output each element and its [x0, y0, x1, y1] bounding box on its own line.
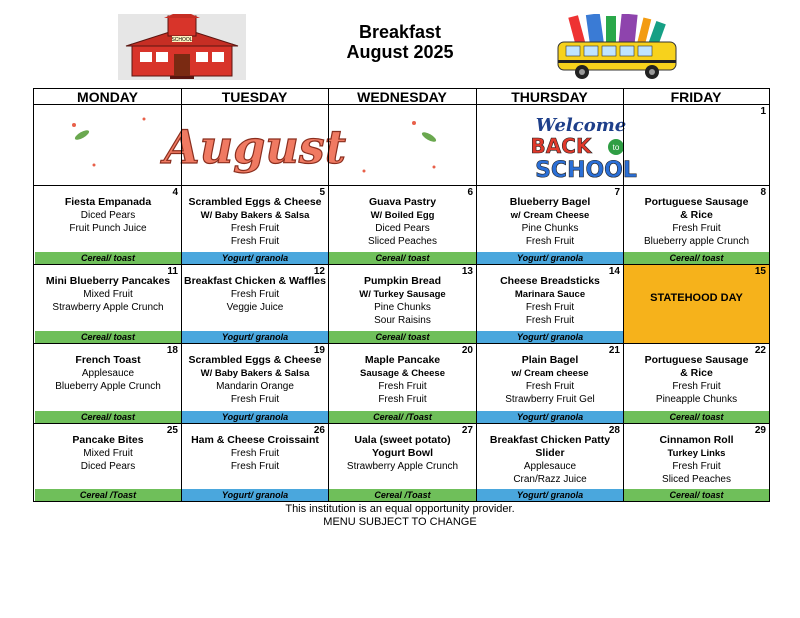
menu-side-item: Fruit Punch Juice: [69, 223, 147, 234]
menu-side-item: Fresh Fruit: [525, 381, 575, 392]
menu-side-item: Strawberry Apple Crunch: [52, 302, 164, 313]
menu-side-item: Strawberry Fruit Gel: [505, 394, 595, 405]
menu-side-item: Fresh Fruit: [672, 381, 721, 392]
menu-side-item: Fresh Fruit: [378, 394, 427, 405]
menu-main-item: Breakfast Chicken & Waffles: [184, 275, 326, 287]
title-month: August 2025: [346, 42, 454, 62]
day-number: 25: [166, 425, 178, 436]
menu-alternate-bar: Cereal/ toast: [329, 252, 476, 264]
menu-sub-item: w/ Cream cheese: [511, 368, 589, 379]
menu-day-cell: [624, 344, 769, 423]
menu-side-item: Pineapple Chunks: [655, 394, 738, 405]
menu-main-item: Plain Bagel: [521, 354, 579, 366]
menu-day-cell: [624, 424, 769, 501]
weekday-wednesday: WEDNESDAY: [357, 89, 447, 105]
menu-side-item: Fresh Fruit: [230, 461, 280, 472]
menu-day-cell: [35, 424, 181, 501]
menu-main-item: Maple Pancake: [364, 354, 441, 366]
day-number: 20: [461, 345, 473, 356]
holiday-label: STATEHOOD DAY: [650, 292, 743, 304]
menu-day-cell: [329, 265, 476, 343]
menu-alternate-bar: Cereal/ toast: [624, 252, 769, 264]
menu-side-item: Cran/Razz Juice: [513, 474, 587, 485]
day-number-1: 1: [760, 106, 766, 117]
menu-alternate-bar: Cereal/ toast: [35, 331, 181, 343]
menu-side-item: Diced Pears: [375, 223, 430, 234]
menu-side-item: Applesauce: [523, 461, 577, 472]
menu-main-item: Uala (sweet potato): [354, 434, 451, 446]
menu-day-cell: [477, 265, 623, 343]
menu-main-item: & Rice: [680, 209, 713, 221]
menu-alternate-bar: Cereal/ toast: [624, 489, 769, 501]
menu-alternate-bar: Yogurt/ granola: [477, 489, 623, 501]
menu-day-cell: [477, 424, 623, 501]
menu-sub-item: w/ Cream Cheese: [510, 210, 590, 221]
menu-main-item: Breakfast Chicken Patty: [489, 434, 611, 446]
menu-side-item: Mixed Fruit: [83, 289, 133, 300]
school-text: SCHOOL: [535, 158, 637, 183]
menu-main-item: French Toast: [75, 354, 141, 366]
menu-sub-item: W/ Baby Bakers & Salsa: [200, 210, 310, 221]
menu-side-item: Fresh Fruit: [230, 289, 280, 300]
menu-change-notice: MENU SUBJECT TO CHANGE: [323, 516, 477, 528]
menu-main-item: Guava Pastry: [368, 196, 437, 208]
day-number: 14: [608, 266, 620, 277]
menu-sub-item: Turkey Links: [667, 448, 726, 459]
menu-side-item: Fresh Fruit: [672, 223, 721, 234]
menu-day-cell: [329, 344, 476, 423]
menu-alternate-bar: Cereal /Toast: [35, 489, 181, 501]
menu-side-item: Fresh Fruit: [230, 223, 280, 234]
menu-main-item: Cinnamon Roll: [659, 434, 734, 446]
menu-sub-item: W/ Baby Bakers & Salsa: [200, 368, 310, 379]
menu-main-item: Scrambled Eggs & Cheese: [188, 354, 322, 366]
menu-main-item: Yogurt Bowl: [371, 447, 434, 459]
august-banner: [34, 105, 476, 185]
day-number: 13: [461, 266, 473, 277]
menu-sub-item: W/ Turkey Sausage: [359, 289, 446, 300]
menu-side-item: Fresh Fruit: [230, 236, 280, 247]
day-number: 12: [313, 266, 325, 277]
menu-day-cell: [477, 186, 623, 264]
menu-day-cell: [182, 265, 328, 343]
menu-side-item: Applesauce: [81, 368, 135, 379]
menu-alternate-bar: Cereal/ toast: [35, 411, 181, 423]
day-number: 27: [461, 425, 473, 436]
menu-day-cell: [35, 344, 181, 423]
day-number: 21: [608, 345, 620, 356]
menu-alternate-bar: Cereal/ toast: [624, 411, 769, 423]
menu-main-item: Fiesta Empanada: [64, 196, 152, 208]
menu-day-cell: [624, 265, 769, 343]
menu-alternate-bar: Yogurt/ granola: [182, 331, 328, 343]
menu-side-item: Diced Pears: [80, 461, 136, 472]
menu-side-item: Sliced Peaches: [368, 236, 437, 247]
menu-day-cell: [477, 344, 623, 423]
menu-day-cell: [35, 265, 181, 343]
menu-side-item: Blueberry Apple Crunch: [55, 381, 161, 392]
day-number: 4: [172, 187, 178, 198]
menu-calendar: [33, 88, 770, 502]
day-number: 5: [319, 187, 325, 198]
menu-side-item: Fresh Fruit: [230, 448, 280, 459]
menu-main-item: & Rice: [680, 367, 713, 379]
schoolhouse-icon: [118, 14, 246, 80]
day-number: 18: [166, 345, 178, 356]
menu-alternate-bar: Cereal/ toast: [329, 331, 476, 343]
weekday-friday: FRIDAY: [670, 89, 722, 105]
menu-alternate-bar: Cereal /Toast: [329, 489, 476, 501]
school-bus-icon: [552, 14, 684, 80]
menu-day-cell: [182, 186, 328, 264]
august-text: August: [164, 120, 346, 174]
menu-alternate-bar: Yogurt/ granola: [477, 252, 623, 264]
menu-side-item: Mixed Fruit: [83, 448, 133, 459]
menu-day-cell: [182, 344, 328, 423]
day-number: 11: [167, 266, 178, 277]
equal-opportunity-notice: This institution is an equal opportunity provider.: [285, 503, 515, 515]
menu-main-item: Slider: [535, 447, 565, 459]
menu-day-cell: [624, 186, 769, 264]
day-number: 19: [313, 345, 325, 356]
day-number: 7: [614, 187, 620, 198]
menu-sub-item: Sausage & Cheese: [359, 368, 445, 379]
menu-side-item: Fresh Fruit: [525, 302, 575, 313]
menu-alternate-bar: Yogurt/ granola: [182, 252, 328, 264]
menu-main-item: Portuguese Sausage: [644, 354, 749, 366]
menu-side-item: Blueberry apple Crunch: [643, 236, 750, 247]
menu-day-cell: [329, 186, 476, 264]
day-number: 8: [760, 187, 766, 198]
title-breakfast: Breakfast: [358, 22, 442, 42]
menu-alternate-bar: Yogurt/ granola: [477, 331, 623, 343]
welcome-text: Welcome: [535, 115, 627, 136]
weekday-monday: MONDAY: [77, 89, 138, 105]
menu-main-item: Pancake Bites: [72, 434, 144, 446]
menu-side-item: Mandarin Orange: [216, 381, 294, 392]
page-title: [300, 22, 500, 62]
weekday-tuesday: TUESDAY: [221, 89, 288, 105]
menu-day-cell: [182, 424, 328, 501]
menu-main-item: Blueberry Bagel: [509, 196, 591, 208]
menu-day-cell: [329, 424, 476, 501]
menu-main-item: Mini Blueberry Pancakes: [45, 275, 171, 287]
menu-side-item: Pine Chunks: [521, 223, 579, 234]
menu-side-item: Fresh Fruit: [525, 236, 575, 247]
back-text: BACK: [530, 134, 592, 158]
menu-alternate-bar: Cereal/ /Toast: [329, 411, 476, 423]
menu-alternate-bar: Cereal/ toast: [35, 252, 181, 264]
menu-sub-item: W/ Boiled Egg: [370, 210, 435, 221]
menu-side-item: Veggie Juice: [226, 302, 284, 313]
day-number: 15: [754, 266, 766, 277]
day-number: 26: [313, 425, 325, 436]
menu-side-item: Sour Raisins: [374, 315, 431, 326]
menu-main-item: Cheese Breadsticks: [500, 275, 600, 287]
day-number: 22: [754, 345, 766, 356]
menu-side-item: Fresh Fruit: [230, 394, 280, 405]
day-number: 6: [467, 187, 473, 198]
menu-main-item: Pumpkin Bread: [363, 275, 442, 287]
to-text: to: [612, 143, 620, 152]
weekday-thursday: THURSDAY: [511, 89, 588, 105]
day-number: 29: [754, 425, 766, 436]
menu-alternate-bar: Yogurt/ granola: [182, 411, 328, 423]
menu-side-item: Fresh Fruit: [378, 381, 427, 392]
menu-alternate-bar: Yogurt/ granola: [477, 411, 623, 423]
day-number: 28: [608, 425, 620, 436]
menu-main-item: Ham & Cheese Croissaint: [191, 434, 319, 446]
menu-main-item: Portuguese Sausage: [644, 196, 749, 208]
weekday-header-row: [34, 89, 769, 105]
menu-side-item: Fresh Fruit: [672, 461, 721, 472]
menu-side-item: Strawberry Apple Crunch: [346, 461, 459, 472]
menu-side-item: Sliced Peaches: [662, 474, 731, 485]
menu-main-item: Scrambled Eggs & Cheese: [188, 196, 322, 208]
school-sign-text: SCHOOL: [171, 37, 193, 43]
menu-side-item: Pine Chunks: [374, 302, 431, 313]
menu-side-item: Fresh Fruit: [525, 315, 575, 326]
menu-alternate-bar: Yogurt/ granola: [182, 489, 328, 501]
menu-side-item: Diced Pears: [80, 210, 136, 221]
menu-sub-item: Marinara Sauce: [514, 289, 586, 300]
menu-day-cell: [35, 186, 181, 264]
